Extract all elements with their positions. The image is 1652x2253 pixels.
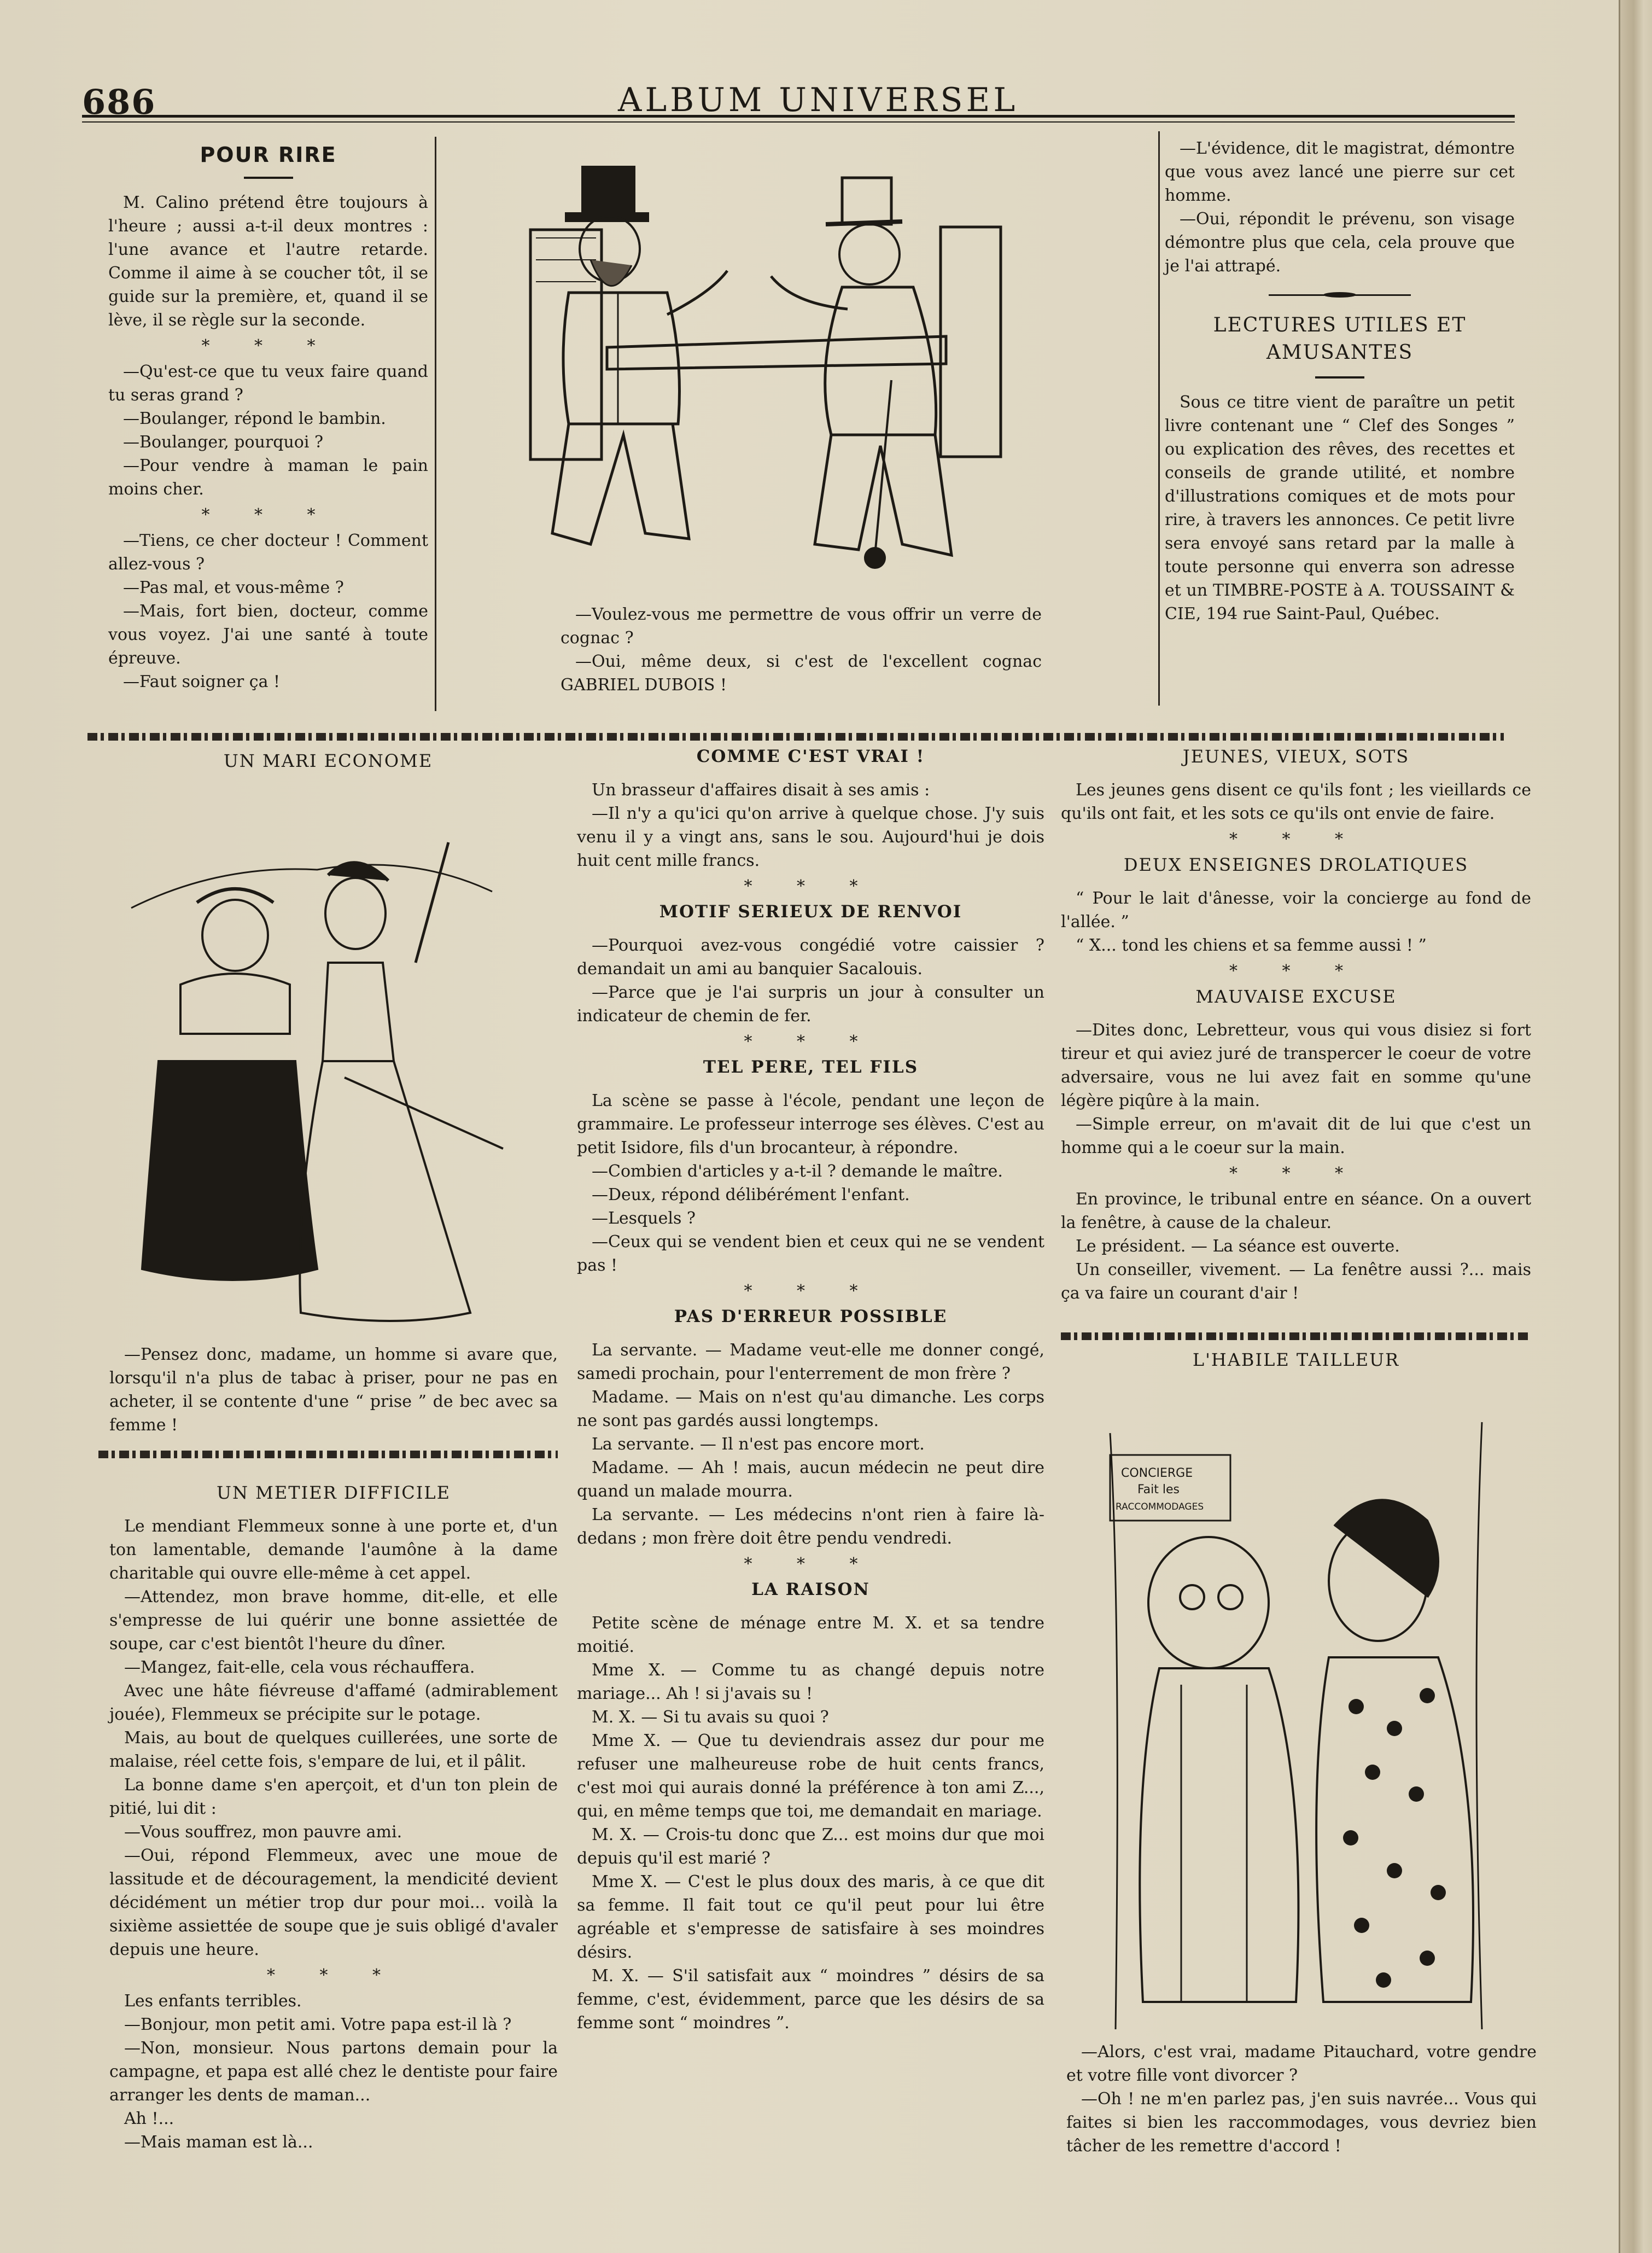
paragraph: —Tiens, ce cher docteur ! Comment allez-vous ? — [108, 531, 428, 574]
paragraph: Un brasseur d'affaires disait à ses amis : — [592, 781, 930, 800]
paragraph: —Bonjour, mon petit ami. Votre papa est-il là ? — [124, 2015, 512, 2034]
paragraph: —Oui, répondit le prévenu, son visage démontre plus que cela, cela prouve que je l'ai attrapé. — [1165, 209, 1515, 276]
asterism: * * * — [1229, 1164, 1363, 1183]
paragraph: Un conseiller, vivement. — La fenêtre aussi ?... mais ça va faire un courant d'air ! — [1061, 1260, 1531, 1303]
paragraph: —Qu'est-ce que tu veux faire quand tu seras grand ? — [108, 362, 428, 405]
short-rule — [1315, 376, 1364, 379]
paragraph: M. X. — Si tu avais su quoi ? — [592, 1708, 829, 1727]
article-tailleur-caption — [1066, 2040, 1537, 2158]
article-metier-difficile — [109, 1481, 558, 2154]
paragraph: Ah !... — [124, 2109, 174, 2128]
paragraph: Mme X. — C'est le plus doux des maris, à ce que dit sa femme. Il fait tout ce qu'il peut pour lui être agréable et s'empresse de satisfaire à ses moindres désirs. — [577, 1872, 1044, 1962]
paragraph: —Deux, répond délibérément l'enfant. — [592, 1185, 910, 1204]
headline: LECTURES UTILES ET AMUSANTES — [1213, 314, 1467, 364]
headline: UN METIER DIFFICILE — [217, 1482, 451, 1503]
headline: UN MARI ECONOME — [223, 750, 433, 771]
article-cognac — [561, 603, 1042, 697]
asterism: * * * — [1229, 830, 1363, 849]
paragraph: —Pourquoi avez-vous congédié votre caissier ? demandait un ami au banquier Sacalouis. — [577, 936, 1044, 979]
section-divider-wavy — [87, 733, 1504, 741]
page-binding-edge — [1619, 0, 1652, 2253]
page-number: 686 — [82, 82, 156, 122]
paragraph: “ X... tond les chiens et sa femme aussi ! ” — [1076, 936, 1427, 955]
paragraph: Les enfants terribles. — [124, 1992, 302, 2011]
asterism: * * * — [266, 1966, 401, 1985]
masthead-title: ALBUM UNIVERSEL — [618, 81, 1019, 119]
page-header — [82, 77, 1515, 126]
paragraph: “ Pour le lait d'ânesse, voir la concierge au fond de l'allée. ” — [1061, 889, 1531, 932]
paragraph: —Voulez-vous me permettre de vous offrir un verre de cognac ? — [561, 605, 1042, 648]
article-mari-econome — [98, 749, 558, 783]
paragraph: —Alors, c'est vrai, madame Pitauchard, votre gendre et votre fille vont divorcer ? — [1066, 2042, 1537, 2085]
asterism: * * * — [744, 877, 878, 896]
paragraph: En province, le tribunal entre en séance. On a ouvert la fenêtre, à cause de la chaleur. — [1061, 1190, 1531, 1232]
column-right — [1061, 745, 1531, 1305]
paragraph: —Dites donc, Lebretteur, vous qui vous disiez si fort tireur et qui aviez juré de transpercer le coeur de votre adversaire, vous ne lui avez fait en somme qu'une légère piqûre à la main. — [1061, 1021, 1531, 1110]
paragraph: Petite scène de ménage entre M. X. et sa tendre moitié. — [577, 1614, 1044, 1656]
paragraph: Avec une hâte fiévreuse d'affamé (admirablement jouée), Flemmeux se précipite sur le potage. — [109, 1681, 558, 1724]
paragraph: Mais, au bout de quelques cuillerées, une sorte de malaise, réel cette fois, s'empare de lui, et il pâlit. — [109, 1728, 558, 1771]
paragraph: —Oh ! ne m'en parlez pas, j'en suis navrée... Vous qui faites si bien les raccommodages, vous devriez bien tâcher de les remettre d'accord ! — [1066, 2089, 1537, 2156]
short-rule — [244, 177, 293, 179]
sign-raccommodages: RACCOMMODAGES — [1116, 1501, 1204, 1512]
headline: MOTIF SERIEUX DE RENVOI — [659, 902, 962, 922]
paragraph: —Parce que je l'ai surpris un jour à consulter un indicateur de chemin de fer. — [577, 983, 1044, 1026]
paragraph: Le président. — La séance est ouverte. — [1076, 1237, 1400, 1256]
paragraph: —Faut soigner ça ! — [123, 672, 281, 691]
paragraph: Madame. — Mais on n'est qu'au dimanche. Les corps ne sont pas gardés aussi longtemps. — [577, 1388, 1044, 1430]
sign-fait-les: Fait les — [1137, 1483, 1180, 1497]
paragraph: M. Calino prétend être toujours à l'heure ; aussi a-t-il deux montres : l'une avance et l'autre retarde. Comme il aime à se coucher tôt, il se guide sur la première, et, quand il se lève, il se règle sur la seconde. — [108, 193, 428, 330]
paragraph: Le mendiant Flemmeux sonne à une porte et, d'un ton lamentable, demande l'aumône à la dame charitable qui ouvre elle-même à cet appel. — [109, 1517, 558, 1583]
paragraph: La scène se passe à l'école, pendant une leçon de grammaire. Le professeur interroge ses élèves. C'est au petit Isidore, fils d'un brocanteur, à répondre. — [577, 1091, 1044, 1157]
paragraph: Les jeunes gens disent ce qu'ils font ; les vieillards ce qu'ils ont fait, et les sots ce qu'ils ont envie de faire. — [1061, 781, 1531, 823]
paragraph: —Oui, même deux, si c'est de l'excellent cognac GABRIEL DUBOIS ! — [561, 652, 1042, 695]
paragraph: La bonne dame s'en aperçoit, et d'un ton plein de pitié, lui dit : — [109, 1775, 558, 1818]
header-rule-thin — [82, 121, 1515, 123]
asterism: * * * — [201, 505, 335, 525]
paragraph: La servante. — Madame veut-elle me donner congé, samedi prochain, pour l'enterrement de mon frère ? — [577, 1341, 1044, 1383]
headline: L'HABILE TAILLEUR — [1192, 1349, 1400, 1370]
paragraph: —Non, monsieur. Nous partons demain pour la campagne, et papa est allé chez le dentiste pour faire arranger les dents de maman... — [109, 2039, 558, 2105]
paragraph: —Boulanger, pourquoi ? — [123, 433, 324, 452]
ornament-divider — [1269, 292, 1411, 298]
paragraph: Mme X. — Que tu deviendrais assez dur pour me refuser une malheureuse robe de huit cents francs, c'est moi qui aurais donné la préférence à ton ami Z..., qui, en même temps que toi, me demandait en mariage. — [577, 1731, 1044, 1821]
paragraph: —Oui, répond Flemmeux, avec une moue de lassitude et de découragement, la mendicité devient décidément un métier trop dur pour moi... voilà la sixième assiettée de soupe que je suis obligé d'avaler depuis une heure. — [109, 1846, 558, 1959]
article-evidence — [1165, 137, 1515, 626]
headline: MAUVAISE EXCUSE — [1195, 986, 1397, 1007]
paragraph: M. X. — S'il satisfait aux “ moindres ” désirs de sa femme, c'est, évidemment, parce que les désirs de sa femme sont “ moindres ”. — [577, 1966, 1044, 2033]
paragraph: La servante. — Les médecins n'ont rien à faire là-dedans ; mon frère doit être pendu vendredi. — [577, 1505, 1044, 1548]
paragraph: La servante. — Il n'est pas encore mort. — [592, 1435, 925, 1454]
column-rule-right — [1158, 131, 1160, 706]
paragraph: M. X. — Crois-tu donc que Z... est moins dur que moi depuis qu'il est marié ? — [577, 1825, 1044, 1868]
paragraph: Mme X. — Comme tu as changé depuis notre mariage... Ah ! si j'avais su ! — [577, 1661, 1044, 1703]
section-divider-wavy-left — [98, 1451, 558, 1458]
asterism: * * * — [201, 336, 335, 356]
paragraph: —Lesquels ? — [592, 1209, 696, 1228]
paragraph: —Combien d'articles y a-t-il ? demande le maître. — [592, 1162, 1003, 1181]
illustration-two-seated-men — [509, 150, 1083, 577]
paragraph: —Pas mal, et vous-même ? — [123, 578, 344, 597]
paragraph: —Attendez, mon brave homme, dit-elle, et elle s'empresse de lui quérir une bonne assiettée de soupe, car c'est bientôt l'heure du dîner. — [109, 1587, 558, 1654]
headline: POUR RIRE — [200, 143, 337, 167]
article-pour-rire — [108, 143, 428, 694]
article-mari-caption — [109, 1343, 558, 1437]
headline: COMME C'EST VRAI ! — [696, 747, 925, 766]
column-rule-left — [435, 137, 436, 711]
section-divider-wavy-right — [1061, 1332, 1531, 1340]
paragraph: —Pour vendre à maman le pain moins cher. — [108, 456, 428, 499]
asterism: * * * — [744, 1555, 878, 1574]
column-middle — [577, 745, 1044, 2035]
paragraph: —Vous souffrez, mon pauvre ami. — [124, 1823, 402, 1842]
illustration-concierge-scene — [1099, 1400, 1493, 2046]
paragraph: —Pensez donc, madame, un homme si avare que, lorsqu'il n'a plus de tabac à priser, pour ne pas en acheter, il se contente d'une “ prise ” de bec avec sa femme ! — [109, 1345, 558, 1435]
paragraph: Sous ce titre vient de paraître un petit livre contenant une “ Clef des Songes ” ou explication des rêves, des recettes et conseils de grande utilité, et nombre d'illustrations comiques et de mots pour rire, à travers les annonces. Ce petit livre sera envoyé sans retard par la malle à toute personne qui enverra son adresse et un TIMBRE-POSTE à A. TOUSSAINT & CIE, 194 rue Saint-Paul, Québec. — [1165, 393, 1515, 624]
headline: JEUNES, VIEUX, SOTS — [1182, 746, 1410, 767]
paragraph: —Mais, fort bien, docteur, comme vous voyez. J'ai une santé à toute épreuve. — [108, 602, 428, 668]
header-rule-thick — [82, 115, 1515, 118]
asterism: * * * — [1229, 962, 1363, 981]
paragraph: —Ceux qui se vendent bien et ceux qui ne se vendent pas ! — [577, 1232, 1044, 1275]
asterism: * * * — [744, 1282, 878, 1301]
headline: PAS D'ERREUR POSSIBLE — [674, 1307, 948, 1326]
asterism: * * * — [744, 1032, 878, 1051]
paragraph: —Boulanger, répond le bambin. — [123, 409, 386, 428]
sign-concierge: CONCIERGE — [1121, 1466, 1193, 1480]
illustration-two-women — [109, 820, 525, 1324]
paragraph: —Mangez, fait-elle, cela vous réchauffera. — [124, 1658, 475, 1677]
headline: DEUX ENSEIGNES DROLATIQUES — [1123, 854, 1469, 875]
paragraph: —Simple erreur, on m'avait dit de lui que c'est un homme qui a le coeur sur la main. — [1061, 1115, 1531, 1157]
paragraph: —Il n'y a qu'ici qu'on arrive à quelque chose. J'y suis venu il y a vingt ans, sans le sou. Aujourd'hui je dois huit cent mille francs. — [577, 804, 1044, 870]
headline: LA RAISON — [751, 1580, 870, 1599]
paragraph: —L'évidence, dit le magistrat, démontre que vous avez lancé une pierre sur cet homme. — [1165, 139, 1515, 205]
article-habile-tailleur — [1061, 1348, 1531, 1382]
headline: TEL PERE, TEL FILS — [703, 1057, 919, 1077]
paragraph: —Mais maman est là... — [124, 2133, 313, 2152]
paragraph: Madame. — Ah ! mais, aucun médecin ne peut dire quand un malade mourra. — [577, 1458, 1044, 1501]
